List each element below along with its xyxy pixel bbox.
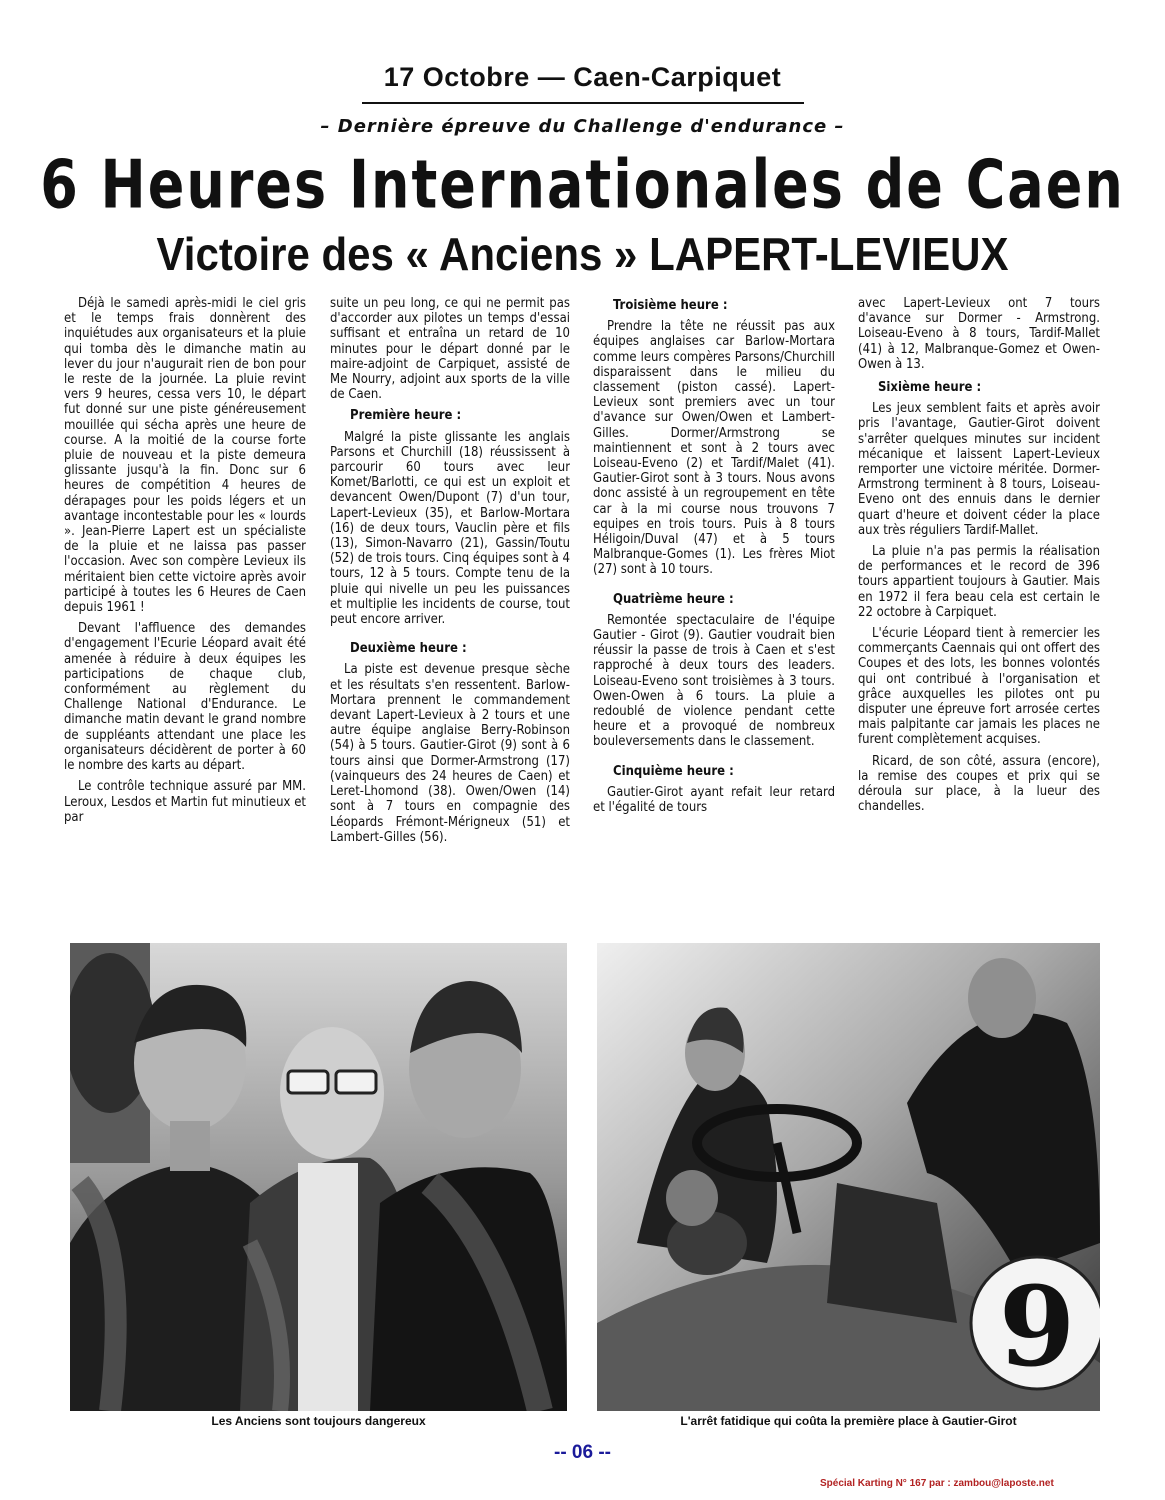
article-column-4 [858, 296, 1100, 941]
article-column-2 [330, 296, 570, 941]
paragraph: Ricard, de son côté, assura (encore), la remise des coupes et prix qui se déroula sur place, à la lueur des chandelles. [858, 753, 1100, 815]
headline: 6 Heures Internationales de Caen [40, 146, 1125, 225]
dateline-rule [362, 102, 804, 104]
dateline: 17 Octobre — Caen-Carpiquet [383, 62, 782, 92]
paragraph: Le contrôle technique assuré par MM. Leroux, Lesdos et Martin fut minutieux et par [64, 779, 306, 825]
credit-line: Spécial Karting N° 167 par : zambou@laposte.net [820, 1478, 1054, 1489]
paragraph: Devant l'affluence des demandes d'engagement l'Ecurie Léopard avait été amenée à réduire à deux équipes les participations de chaque club, conformément au règlement du Challenge National d'Endurance. Le dimanche matin devant le grand nombre de suppléants attendant une place les organisateurs décidèrent de porter à 60 le nombre des karts au départ. [64, 621, 306, 774]
paragraph: Malgré la piste glissante les anglais Parsons et Churchill (18) réussissent à parcourir 60 tours avec leur Komet/Barlotti, ce qui est un exploit et devancent Owen/Dupont (7) d'un tour, Lapert-Levieux (35), et Barlow-Mortara (16) de deux tours, Vauclin père et fils (13), Simon-Navarro (21), Gassin/Toutu (52) de trois tours. Cinq équipes sont à 4 tours, 12 à 5 tours. Compte tenu de la pluie qui nivelle un peu les puissances et multiplie les incidents de course, tout peut encore arriver. [330, 429, 570, 628]
subhead: Victoire des « Anciens » LAPERT-LEVIEUX [156, 228, 1009, 280]
section-heading-hour-6: Sixième heure : [878, 380, 982, 396]
paragraph: Déjà le samedi après-midi le ciel gris et le temps frais donnèrent des inquiétudes aux organisateurs et la pluie qui tomba dès le dimanche matin au lever du jour n'augurait rien de bon pour le reste de la journée. La pluie revint vers 9 heures, cessa vers 10, le départ fut donné sur une piste généreusement mouillée qui sécha après une heure de course. A la moitié de la course forte pluie de nouveau et la piste demeura glissante jusqu'à la fin. Donc sur 6 heures de compétition 4 heures de dérapages pour les poids légers et un avantage incontestable pour les « lourds ». Jean-Pierre Lapert est un spécialiste de la pluie et ne laissa pas passer l'occasion. Avec son compère Levieux ils méritaient bien cette victoire après avoir participé à toutes les 6 Heures de Caen depuis 1961 ! [64, 296, 306, 616]
section-heading-hour-4: Quatrième heure : [613, 591, 734, 607]
article-column-1 [64, 296, 306, 941]
photo-anciens [70, 943, 567, 1411]
section-heading-hour-3: Troisième heure : [613, 298, 728, 313]
paragraph: La piste est devenue presque sèche et les résultats s'en ressentent. Barlow-Mortara prennent le commandement devant Lapert-Levieux à 2 tours et une autre équipe anglaise Berry-Robinson (54) à 5 tours. Gautier-Girot (9) sont à 6 tours ainsi que Dormer-Armstrong (17) (vainqueurs des 24 heures de Caen) et Leret-Lhomond (38). Owen/Owen (14) sont à 7 tours en compagnie des Léopards Frémont-Mérigneux (51) et Lambert-Gilles (56). [330, 662, 570, 845]
paragraph: L'écurie Léopard tient à remercier les commerçants Caennais qui ont offert des Coupes et des lots, les bonnes volontés qui ont contribué à l'organisation et grâce auxquelles les pilotes ont pu disputer une épreuve fort arrosée certes mais palpitante car jamais les places ne furent complètement acquises. [858, 626, 1100, 748]
kicker: – Dernière épreuve du Challenge d'endurance – [320, 116, 845, 137]
kart-number: 9 [998, 1262, 1076, 1391]
photo-arret-gautier-girot [597, 943, 1100, 1411]
paragraph: Les jeux semblent faits et après avoir pris l'avantage, Gautier-Girot doivent s'arrêter quelques minutes sur incident mécanique et laissent Lapert-Levieux remporter une victoire méritée. Dormer-Armstrong terminent à 8 tours, Loiseau-Eveno ont des ennuis dans le dernier quart d'heure et doivent céder la place aux très réguliers Tardif-Mallet. [858, 401, 1100, 538]
paragraph: avec Lapert-Levieux ont 7 tours d'avance sur Dormer - Armstrong. Loiseau-Eveno à 8 tours, Tardif-Mallet (41) à 12, Malbranque-Gomez et Owen-Owen à 13. [858, 296, 1100, 372]
photo-pit-stop-image [597, 943, 1100, 1411]
paragraph: Remontée spectaculaire de l'équipe Gautier - Girot (9). Gautier voudrait bien réussir la passe de trois à Caen et s'est rapproché à deux tours des leaders. Loiseau-Eveno sont troisièmes à 3 tours. Owen-Owen à 6 tours. La pluie a redoublé de violence pendant cette heure et a provoqué de nombreux bouleversements dans le classement. [593, 612, 835, 750]
section-heading-hour-5: Cinquième heure : [613, 763, 734, 779]
paragraph: Gautier-Girot ayant refait leur retard et l'égalité de tours [593, 784, 835, 816]
section-heading-hour-1: Première heure : [350, 408, 462, 424]
paragraph: Prendre la tête ne réussit pas aux équipes anglaises car Barlow-Mortara comme leurs compères Parsons/Churchill disparaissent dans le milieu du classement (piston cassé). Lapert-Levieux sont premiers avec un tour d'avance sur Owen/Owen et Lambert-Gilles. Dormer/Armstrong se maintiennent et sont à 2 tours avec Loiseau-Eveno (2) et Tardif/Malet (41). Gautier-Girot sont à 3 tours. Nous avons donc assisté à un regroupement en tête car à la mi course nous trouvons 7 equipes en trois tours. Puis à 8 tours Héligoin/Duval (47) et à 5 tours Malbranque-Gomes (1). Les frères Miot (27) sont à 10 tours. [593, 319, 835, 578]
paragraph: La pluie n'a pas permis la réalisation de performances et le record de 396 tours appartient toujours à Gautier. Mais en 1972 il fera beau cela est certain le 22 octobre à Carpiquet. [858, 544, 1100, 620]
photo-anciens-image [70, 943, 567, 1411]
section-heading-hour-2: Deuxième heure : [350, 641, 467, 657]
article-column-3 [593, 296, 835, 941]
caption-left: Les Anciens sont toujours dangereux [211, 1414, 426, 1428]
paragraph: suite un peu long, ce qui ne permit pas d'accorder aux pilotes un temps d'essai suffisant et entraîna un retard de 10 minutes pour le départ donné par le maire-adjoint de Carpiquet, assisté de Me Nourry, adjoint aux sports de la ville de Caen. [330, 296, 570, 403]
caption-right: L'arrêt fatidique qui coûta la première place à Gautier-Girot [680, 1414, 1017, 1428]
page-number: -- 06 -- [554, 1442, 611, 1463]
